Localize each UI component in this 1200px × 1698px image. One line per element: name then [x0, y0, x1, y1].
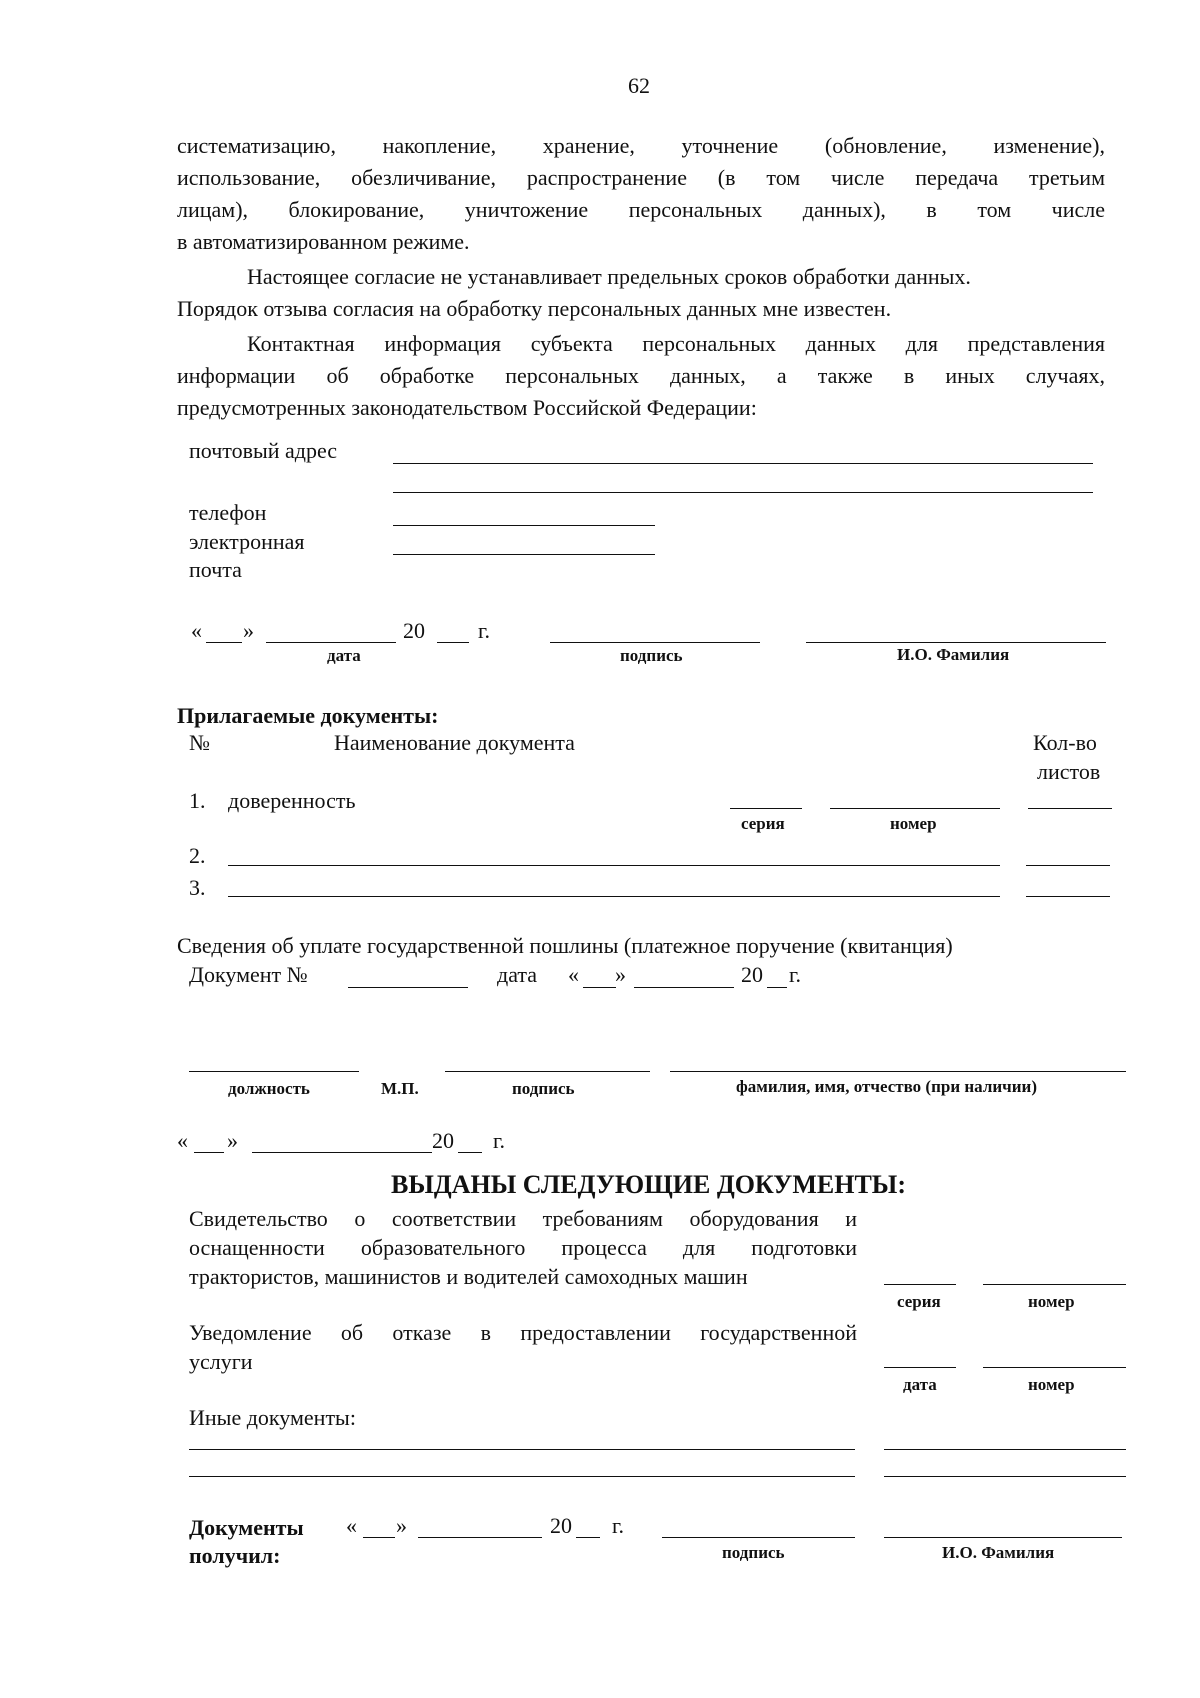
received-quote-close: » — [396, 1513, 407, 1538]
position-field[interactable] — [189, 1071, 359, 1072]
date-caption: дата — [327, 646, 361, 665]
column-count-header-line1: Кол-во — [1033, 730, 1097, 755]
certificate-line: Свидетельство о соответствии требованиям оборудования и — [189, 1206, 857, 1231]
received-label-line2: получил: — [189, 1543, 281, 1568]
refusal-text — [189, 1318, 857, 1376]
postal-address-label: почтовый адрес — [189, 438, 338, 463]
email-label-line2: почта — [189, 557, 242, 582]
date-quote-close: » — [243, 618, 254, 643]
official-fio-field[interactable] — [670, 1071, 1126, 1072]
postal-address-field[interactable] — [393, 463, 1093, 464]
date-year-prefix: 20 — [403, 618, 425, 643]
official-signature-caption: подпись — [512, 1079, 575, 1098]
issued-documents-title: ВЫДАНЫ СЛЕДУЮЩИЕ ДОКУМЕНТЫ: — [391, 1170, 906, 1199]
official-year-prefix: 20 — [432, 1128, 454, 1153]
official-day-field[interactable] — [194, 1152, 224, 1153]
intro-line: использование, обезличивание, распространение (в том числе передача третьим — [177, 165, 1105, 190]
certificate-line: оснащенности образовательного процесса для подготовки — [189, 1235, 857, 1260]
row2-sheets-field[interactable] — [1026, 865, 1110, 866]
email-field[interactable] — [393, 554, 655, 555]
fee-date-label: дата — [497, 962, 538, 987]
power-of-attorney-number-field[interactable] — [830, 808, 1000, 809]
certificate-text — [189, 1204, 857, 1291]
name-field[interactable] — [806, 642, 1106, 643]
fee-day-field[interactable] — [583, 987, 616, 988]
fee-year-prefix: 20 — [741, 962, 763, 987]
date-quote-open: « — [191, 618, 202, 643]
received-year-prefix: 20 — [550, 1513, 572, 1538]
power-of-attorney-series-field[interactable] — [730, 808, 802, 809]
other-documents-field-2[interactable] — [189, 1476, 855, 1477]
stamp-caption: М.П. — [381, 1079, 419, 1098]
received-signature-caption: подпись — [722, 1543, 785, 1562]
column-name-header: Наименование документа — [334, 730, 575, 755]
received-year-suffix: г. — [612, 1513, 625, 1538]
official-quote-close: » — [227, 1128, 238, 1153]
other-documents-label: Иные документы: — [189, 1405, 356, 1430]
column-count-header-line2: листов — [1037, 759, 1101, 784]
row2-number: 2. — [189, 843, 206, 868]
received-signature-field[interactable] — [662, 1537, 855, 1538]
fee-quote-close: » — [615, 962, 626, 987]
intro-line: Настоящее согласие не устанавливает предельных сроков обработки данных. — [247, 264, 971, 289]
signature-field[interactable] — [550, 642, 760, 643]
official-month-field[interactable] — [252, 1152, 432, 1153]
row3-number: 3. — [189, 875, 206, 900]
received-year-field[interactable] — [576, 1537, 600, 1538]
refusal-line: Уведомление об отказе в предоставлении государственной — [189, 1320, 857, 1345]
fee-document-label: Документ № — [189, 962, 308, 987]
postal-address-field-line2[interactable] — [393, 492, 1093, 493]
date-month-field[interactable] — [266, 642, 396, 643]
intro-line: в автоматизированном режиме. — [177, 229, 470, 254]
refusal-number-field[interactable] — [983, 1367, 1126, 1368]
other-documents-field-1[interactable] — [189, 1449, 855, 1450]
phone-field[interactable] — [393, 525, 655, 526]
certificate-number-caption: номер — [1028, 1292, 1075, 1311]
other-documents-details-field-2[interactable] — [884, 1476, 1126, 1477]
fee-title: Сведения об уплате государственной пошлины (платежное поручение (квитанция) — [177, 933, 953, 958]
official-year-suffix: г. — [493, 1128, 506, 1153]
other-documents-details-field-1[interactable] — [884, 1449, 1126, 1450]
fee-document-number-field[interactable] — [348, 987, 468, 988]
row1-sheets-field[interactable] — [1028, 808, 1112, 809]
intro-line: систематизацию, накопление, хранение, уточнение (обновление, изменение), — [177, 133, 1105, 158]
refusal-number-caption: номер — [1028, 1375, 1075, 1394]
refusal-date-caption: дата — [903, 1375, 937, 1394]
date-year-field[interactable] — [437, 642, 469, 643]
official-signature-field[interactable] — [445, 1071, 650, 1072]
row1-name: доверенность — [228, 788, 356, 813]
intro-line: лицам), блокирование, уничтожение персональных данных), в том числе — [177, 197, 1105, 222]
intro-line: Контактная информация субъекта персональных данных для представления — [247, 331, 1105, 356]
number-caption: номер — [890, 814, 937, 833]
signature-caption: подпись — [620, 646, 683, 665]
phone-label: телефон — [189, 500, 267, 525]
refusal-line: услуги — [189, 1349, 253, 1374]
certificate-number-field[interactable] — [983, 1284, 1126, 1285]
fee-month-field[interactable] — [634, 987, 734, 988]
name-caption: И.О. Фамилия — [897, 645, 1010, 664]
intro-line: информации об обработке персональных данных, а также в иных случаях, — [177, 363, 1105, 388]
fee-quote-open: « — [568, 962, 579, 987]
row2-document-field[interactable] — [228, 865, 1000, 866]
official-quote-open: « — [177, 1128, 188, 1153]
fee-year-field[interactable] — [767, 987, 787, 988]
date-day-field[interactable] — [206, 642, 242, 643]
received-month-field[interactable] — [418, 1537, 542, 1538]
refusal-date-field[interactable] — [884, 1367, 956, 1368]
date-year-suffix: г. — [478, 618, 491, 643]
official-year-field[interactable] — [458, 1152, 482, 1153]
received-quote-open: « — [346, 1513, 357, 1538]
series-caption: серия — [741, 814, 785, 833]
row1-number: 1. — [189, 788, 206, 813]
certificate-line: трактористов, машинистов и водителей самоходных машин — [189, 1264, 748, 1289]
official-fio-caption: фамилия, имя, отчество (при наличии) — [736, 1077, 1037, 1096]
certificate-series-field[interactable] — [884, 1284, 956, 1285]
received-day-field[interactable] — [363, 1537, 395, 1538]
fee-year-suffix: г. — [789, 962, 802, 987]
email-label-line1: электронная — [189, 529, 305, 554]
row3-sheets-field[interactable] — [1026, 896, 1110, 897]
received-name-caption: И.О. Фамилия — [942, 1543, 1055, 1562]
column-number-header: № — [189, 730, 210, 755]
intro-line: предусмотренных законодательством Российской Федерации: — [177, 395, 757, 420]
received-label-line1: Документы — [189, 1515, 304, 1540]
row3-document-field[interactable] — [228, 896, 1000, 897]
attached-documents-title: Прилагаемые документы: — [177, 703, 439, 728]
certificate-series-caption: серия — [897, 1292, 941, 1311]
position-caption: должность — [228, 1079, 310, 1098]
page-number: 62 — [628, 73, 650, 98]
intro-paragraph — [177, 130, 1105, 424]
intro-line: Порядок отзыва согласия на обработку персональных данных мне известен. — [177, 296, 892, 321]
received-name-field[interactable] — [884, 1537, 1122, 1538]
